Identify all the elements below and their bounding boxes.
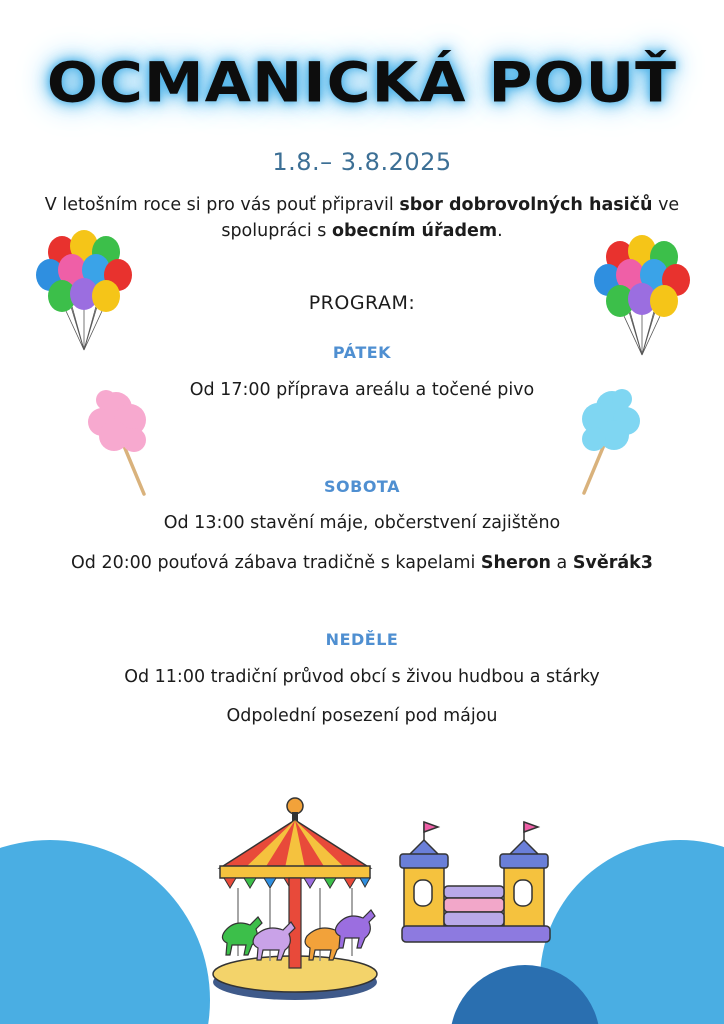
saturday-line-2-pre: Od 20:00 pouťová zábava tradičně s kapelami bbox=[71, 553, 481, 573]
sunday-line-1: Od 11:00 tradiční průvod obcí s živou hudbou a stárky bbox=[124, 667, 600, 687]
intro-part1: V letošním roce si pro vás pouť připravil bbox=[44, 195, 400, 215]
band-sheron: Sheron bbox=[480, 553, 551, 573]
day-heading-friday: PÁTEK bbox=[332, 343, 392, 362]
intro-text bbox=[40, 192, 684, 244]
carousel-icon bbox=[210, 796, 380, 1006]
cotton-candy-icon bbox=[86, 386, 156, 496]
saturday-line-1: Od 13:00 stavění máje, občerstvení zajištěno bbox=[163, 513, 561, 533]
bouncy-castle-icon bbox=[396, 818, 556, 948]
day-heading-saturday: SOBOTA bbox=[324, 477, 400, 496]
sunday-line-2: Odpolední posezení pod májou bbox=[226, 706, 498, 726]
friday-line-1: Od 17:00 příprava areálu a točené pivo bbox=[189, 380, 535, 400]
intro-part3: . bbox=[497, 221, 503, 241]
day-heading-sunday: NEDĚLE bbox=[325, 630, 399, 649]
cotton-candy-icon bbox=[572, 385, 642, 495]
event-dates: 1.8.– 3.8.2025 bbox=[272, 148, 452, 176]
intro-bold-office: obecním úřadem bbox=[331, 221, 498, 241]
saturday-line-2 bbox=[0, 553, 724, 573]
band-sverak3: Svěrák3 bbox=[572, 553, 653, 573]
circle-left bbox=[0, 840, 210, 1024]
program-heading: PROGRAM: bbox=[308, 292, 416, 314]
saturday-line-2-mid: a bbox=[550, 553, 573, 573]
intro-bold-organizer: sbor dobrovolných hasičů bbox=[399, 195, 653, 215]
page-title: OCMANICKÁ POUŤ bbox=[46, 50, 678, 116]
balloons-icon bbox=[34, 230, 134, 355]
intro-part2: ve spolupráci s bbox=[221, 195, 680, 241]
balloons-icon bbox=[592, 235, 692, 360]
